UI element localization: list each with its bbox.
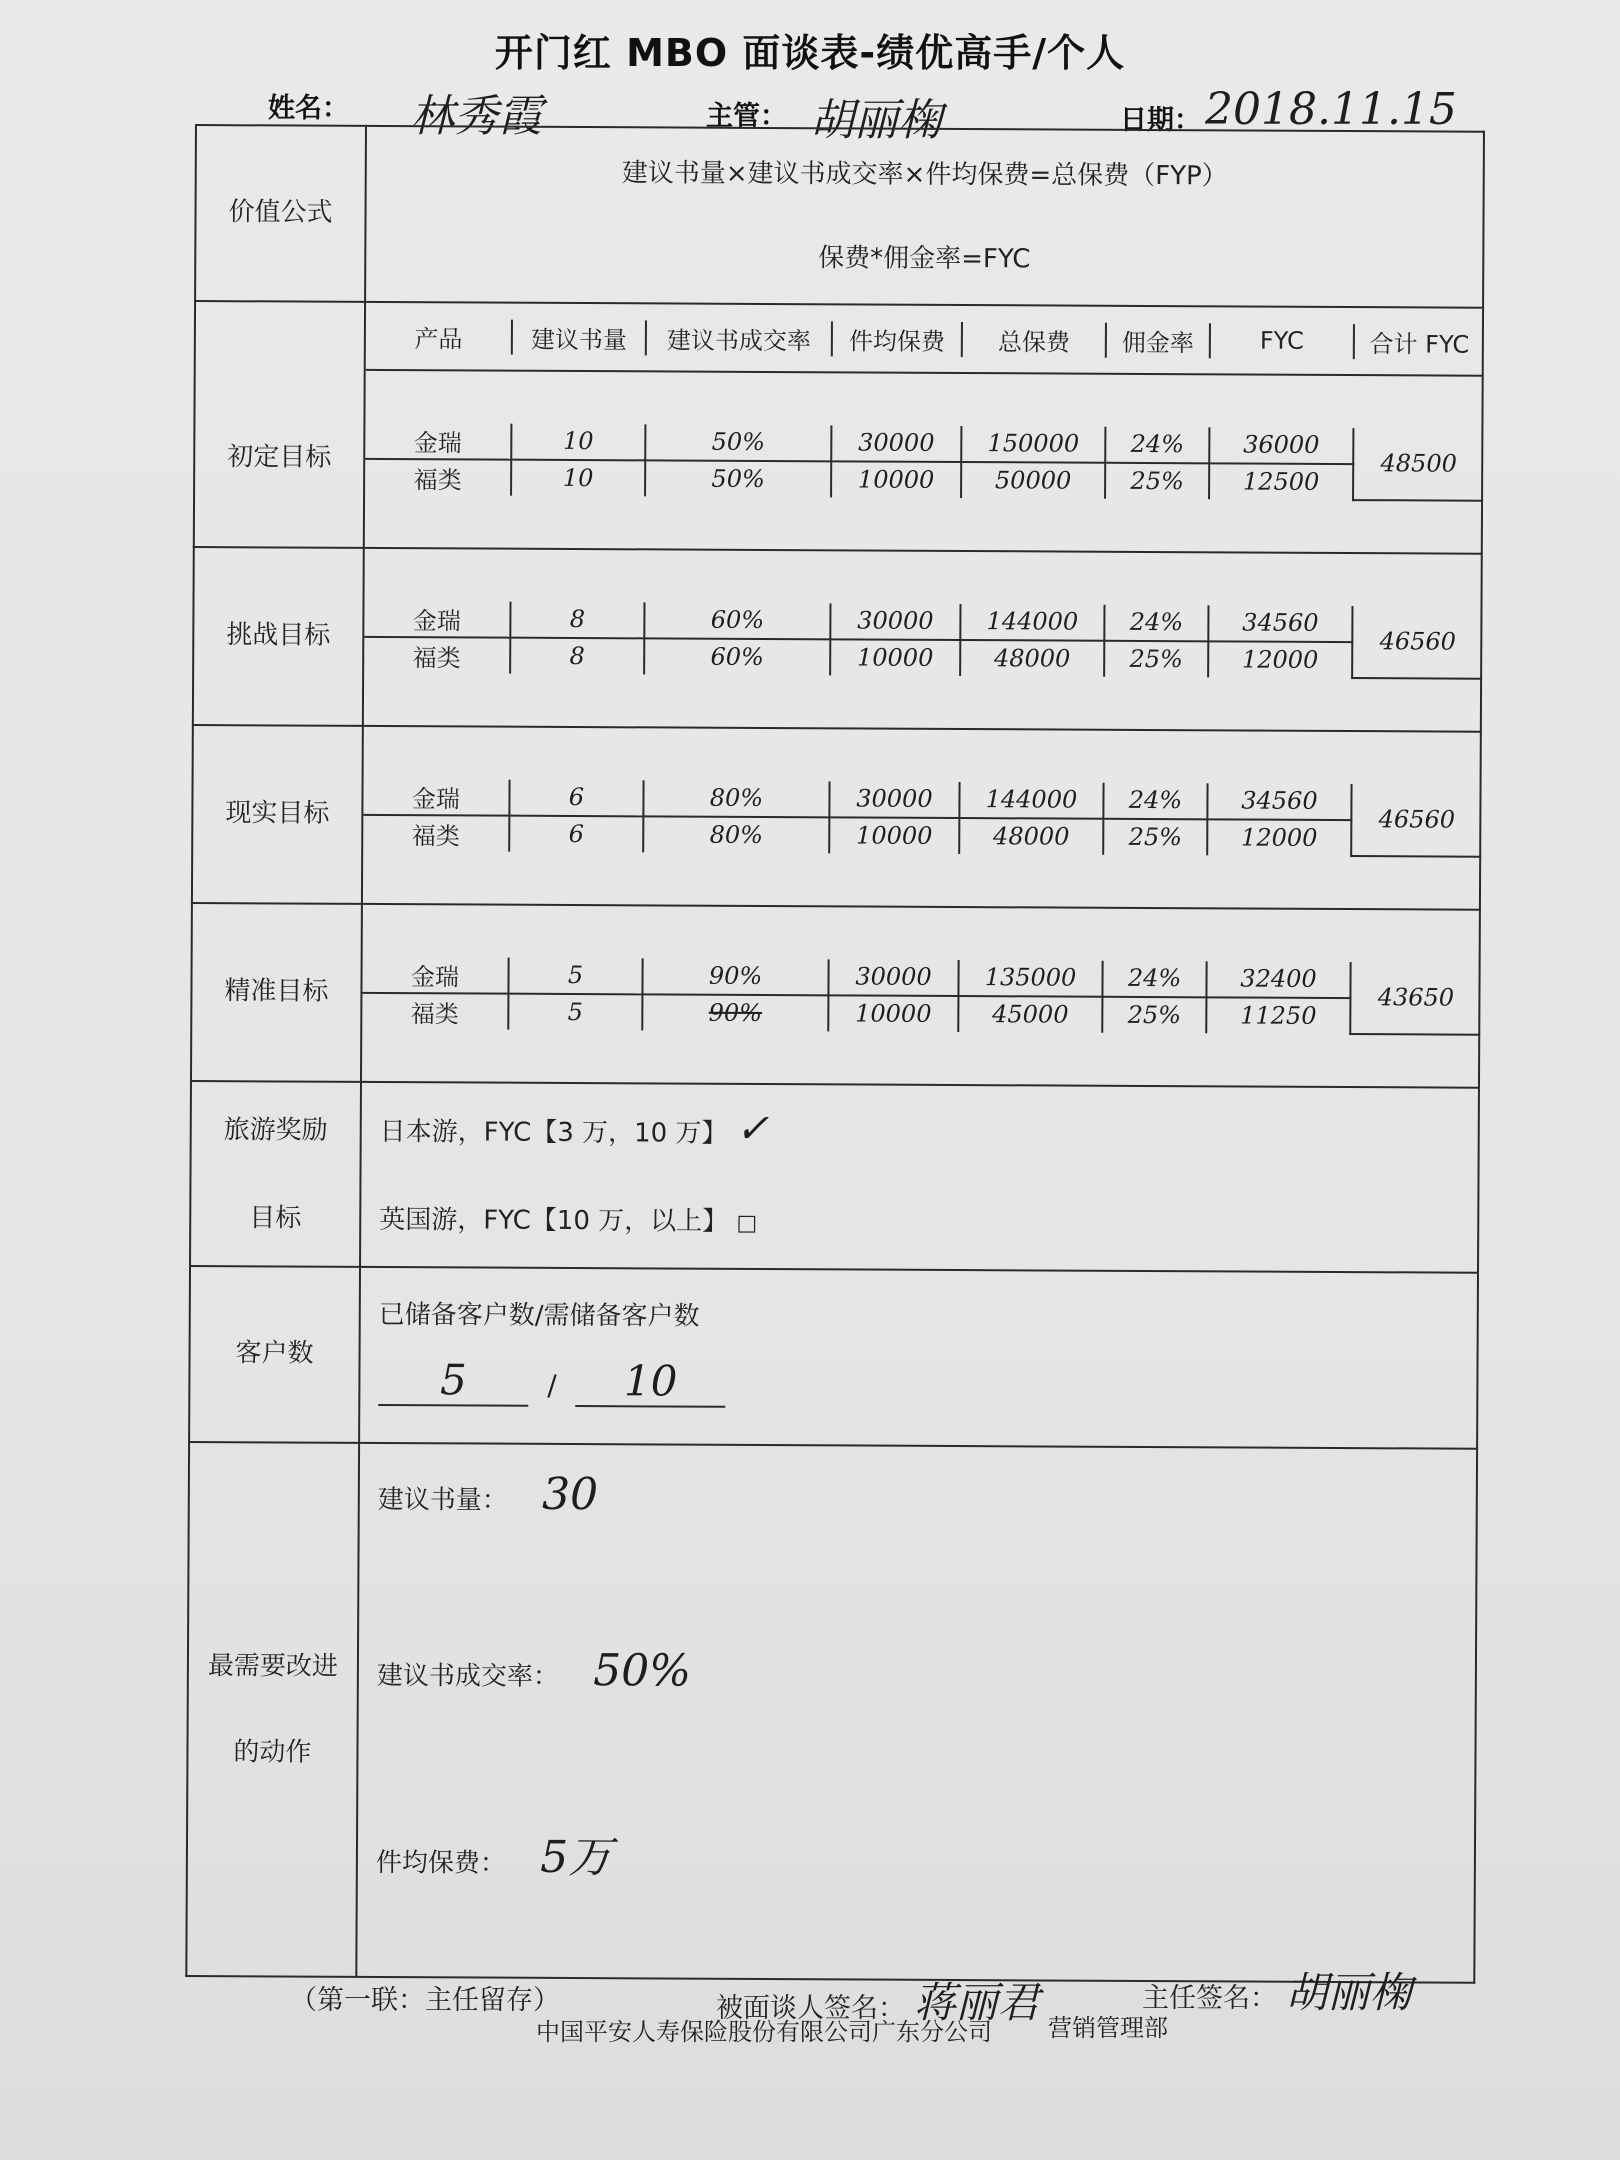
section-label: 挑战目标	[193, 547, 364, 726]
rate-cell: 90%	[642, 994, 828, 1031]
count-cell: 8	[510, 601, 644, 638]
fyc-cell: 36000	[1209, 427, 1353, 464]
checkmark-icon: ✓	[735, 1105, 770, 1153]
company-name: 中国平安人寿保险股份有限公司广东分公司	[536, 2018, 992, 2046]
total-fyc-cell: 43650	[1350, 962, 1480, 1035]
director-signature: 胡丽椈	[1285, 1968, 1412, 2017]
count-cell: 6	[509, 815, 643, 852]
section-label: 现实目标	[192, 725, 363, 904]
avg-premium-cell: 30000	[828, 959, 958, 996]
actions-label-line2: 的动作	[233, 1737, 312, 1768]
rate-cell: 50%	[645, 424, 831, 461]
avg-premium-cell: 30000	[829, 781, 959, 818]
goals-header-blank	[195, 301, 365, 370]
customer-separator: /	[547, 1368, 557, 1402]
avg-premium-cell: 10000	[830, 639, 960, 676]
total-premium-cell: 135000	[958, 960, 1102, 997]
goal-section-initial	[194, 369, 1483, 554]
customer-count-row	[189, 1266, 1478, 1449]
fyc-cell: 12500	[1209, 463, 1353, 500]
table-row	[363, 814, 1481, 856]
value-formula-content	[365, 126, 1484, 308]
copy-note: （第一联：主任留存）	[290, 1985, 560, 2016]
customer-count-text: 已储备客户数/需储备客户数	[378, 1299, 700, 1332]
value-formula-label: 价值公式	[195, 125, 366, 302]
count-cell: 5	[508, 993, 642, 1030]
action-item	[376, 1820, 613, 1885]
total-premium-cell: 50000	[961, 462, 1105, 499]
director-signature-field	[1142, 1960, 1412, 2020]
avg-premium-cell: 10000	[831, 461, 961, 498]
formula-line-2: 保费*佣金率=FYC	[818, 243, 1031, 275]
col-header-total-premium: 总保费	[962, 322, 1106, 358]
name-label: 姓名：	[268, 93, 349, 124]
total-premium-cell: 144000	[960, 604, 1104, 641]
customer-count-values	[360, 1355, 1476, 1412]
formula-line-1: 建议书量×建议书成交率×件均保费=总保费（FYP）	[621, 158, 1228, 192]
section-label: 精准目标	[191, 903, 362, 1082]
table-row	[362, 956, 1480, 998]
section-table	[365, 422, 1483, 501]
count-cell: 5	[508, 957, 642, 994]
travel-reward-row	[190, 1081, 1479, 1273]
rate-cell: 80%	[643, 780, 829, 817]
section-table	[362, 956, 1480, 1035]
total-premium-cell: 48000	[959, 818, 1103, 855]
table-row	[364, 636, 1482, 678]
col-header-fyc: FYC	[1210, 323, 1354, 359]
value-formula-row	[195, 125, 1484, 308]
total-premium-cell: 45000	[958, 996, 1102, 1033]
section-cells	[364, 370, 1483, 554]
total-fyc-cell: 46560	[1352, 606, 1482, 679]
director-signature-label: 主任签名：	[1142, 1983, 1277, 2014]
reserved-customers-value: 5	[378, 1355, 528, 1407]
product-cell: 福类	[362, 992, 508, 1029]
action-value: 30	[541, 1468, 599, 1521]
travel-reward-content	[360, 1082, 1479, 1273]
col-header-commission-rate: 佣金率	[1106, 322, 1210, 358]
commission-cell: 24%	[1102, 960, 1206, 997]
travel-label-line2: 目标	[249, 1202, 302, 1234]
goals-header-row	[195, 301, 1483, 376]
name-value: 林秀霞	[410, 91, 542, 142]
date-value: 2018.11.15	[1205, 84, 1457, 135]
commission-cell: 25%	[1105, 462, 1209, 499]
total-premium-cell: 48000	[960, 640, 1104, 677]
commission-cell: 25%	[1102, 996, 1206, 1033]
count-cell: 10	[511, 459, 645, 496]
total-premium-cell: 144000	[959, 782, 1103, 819]
section-cells	[363, 548, 1482, 732]
product-cell: 金瑞	[365, 422, 511, 459]
travel-reward-label	[190, 1081, 361, 1267]
travel-option-japan	[361, 1083, 1477, 1182]
goals-header-table	[366, 318, 1484, 359]
customer-count-content	[359, 1267, 1478, 1449]
action-item	[377, 1644, 691, 1697]
section-cells	[362, 726, 1481, 910]
rate-cell: 60%	[644, 602, 830, 639]
table-row	[362, 992, 1480, 1034]
avg-premium-cell: 10000	[828, 995, 958, 1032]
improvement-actions-content	[356, 1443, 1477, 1983]
fyc-cell: 12000	[1207, 819, 1351, 856]
goal-section-precise	[191, 903, 1480, 1088]
fyc-cell: 11250	[1206, 997, 1350, 1034]
rate-cell: 60%	[644, 638, 830, 675]
action-label: 建议书成交率：	[376, 1660, 559, 1692]
rate-cell: 80%	[643, 816, 829, 853]
total-fyc-cell: 46560	[1351, 784, 1481, 857]
action-label: 建议书量：	[377, 1484, 508, 1516]
count-cell: 6	[509, 779, 643, 816]
commission-cell: 24%	[1105, 426, 1209, 463]
interviewee-signature-label: 被面谈人签名：	[716, 1993, 905, 2024]
product-cell: 金瑞	[364, 600, 510, 637]
section-cells	[361, 904, 1480, 1088]
commission-cell: 24%	[1103, 782, 1207, 819]
col-header-proposal-rate: 建议书成交率	[646, 320, 832, 356]
product-cell: 福类	[364, 636, 510, 673]
avg-premium-cell: 10000	[829, 817, 959, 854]
section-label: 初定目标	[194, 369, 365, 548]
travel-label-line1: 旅游奖励	[223, 1114, 328, 1146]
fyc-cell: 12000	[1208, 641, 1352, 678]
travel-option-uk-text: 英国游，FYC【10 万，以上】	[379, 1204, 729, 1237]
fyc-cell: 34560	[1207, 783, 1351, 820]
product-cell: 福类	[365, 458, 511, 495]
improvement-actions-label	[186, 1442, 359, 1977]
form-title: 开门红 MBO 面谈表-绩优高手/个人	[494, 31, 1126, 75]
travel-option-japan-text: 日本游，FYC【3 万，10 万】	[379, 1116, 728, 1149]
section-table	[363, 778, 1481, 857]
product-cell: 金瑞	[362, 956, 508, 993]
action-value: 5万	[540, 1831, 613, 1884]
total-premium-cell: 150000	[961, 426, 1105, 463]
commission-cell: 25%	[1104, 640, 1208, 677]
goal-section-challenge	[193, 547, 1482, 732]
goals-header-cells	[365, 302, 1483, 376]
table-row	[365, 422, 1483, 464]
product-cell: 金瑞	[363, 778, 509, 815]
col-header-avg-premium: 件均保费	[832, 321, 962, 357]
manager-value: 胡丽椈	[810, 95, 942, 146]
avg-premium-cell: 30000	[831, 425, 961, 462]
col-header-proposal-count: 建议书量	[512, 319, 646, 355]
fyc-cell: 34560	[1208, 605, 1352, 642]
fyc-cell: 32400	[1206, 961, 1350, 998]
product-cell: 福类	[363, 814, 509, 851]
col-header-product: 产品	[366, 318, 512, 354]
avg-premium-cell: 30000	[830, 603, 960, 640]
action-value: 50%	[593, 1645, 692, 1697]
mbo-form-table	[185, 124, 1485, 1984]
count-cell: 10	[511, 423, 645, 460]
count-cell: 8	[510, 637, 644, 674]
table-row	[364, 600, 1482, 642]
action-item	[378, 1468, 599, 1520]
rate-cell: 90%	[642, 958, 828, 995]
travel-option-uk	[361, 1176, 1477, 1272]
department-name: 营销管理部	[1048, 2014, 1168, 2042]
col-header-total-fyc: 合计 FYC	[1354, 324, 1484, 360]
needed-customers-value: 10	[576, 1356, 726, 1408]
customer-count-label: 客户数	[189, 1266, 360, 1443]
commission-cell: 25%	[1103, 818, 1207, 855]
goal-section-realistic	[192, 725, 1481, 910]
table-row	[365, 458, 1483, 500]
rate-cell: 50%	[645, 460, 831, 497]
commission-cell: 24%	[1104, 604, 1208, 641]
improvement-actions-row	[186, 1442, 1477, 1983]
checkbox-icon: □	[736, 1210, 758, 1236]
actions-label-line1: 最需要改进	[207, 1651, 339, 1682]
section-table	[364, 600, 1482, 679]
total-fyc-cell: 48500	[1353, 428, 1483, 501]
manager-label: 主管：	[706, 101, 787, 132]
action-label: 件均保费：	[375, 1847, 506, 1879]
date-label: 日期：	[1120, 105, 1201, 136]
table-row	[363, 778, 1481, 820]
interviewee-signature: 蒋丽君	[913, 1978, 1040, 2027]
